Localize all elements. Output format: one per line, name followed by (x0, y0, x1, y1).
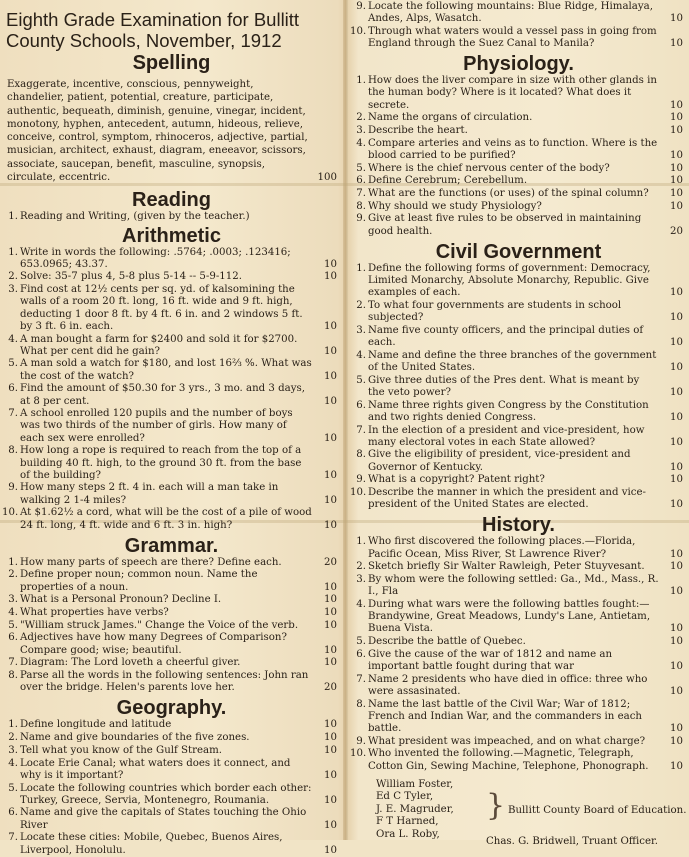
question-item (0, 807, 343, 831)
question-text: How long a rope is required to reach from the top of a building 40 ft. high, to the ground 30 ft. from the base of the building? (20, 445, 313, 482)
question-text: Locate the following countries which border each other: Turkey, Greece, Servia, Montenegro, Roumania. (20, 783, 313, 807)
question-item (348, 138, 689, 162)
question-text: Why should we study Physiology? (368, 201, 659, 213)
question-marks: 10 (315, 745, 337, 757)
spelling-word-list (0, 78, 343, 184)
question-item (348, 75, 689, 112)
question-marks: 10 (661, 312, 683, 324)
question-marks: 10 (315, 770, 337, 782)
question-text: Tell what you know of the Gulf Stream. (20, 745, 313, 757)
civil-government-questions (348, 263, 689, 512)
question-text: Name 2 presidents who have died in office: three who were assasinated. (368, 674, 659, 698)
question-number: 7. (2, 832, 18, 844)
question-item (0, 632, 343, 656)
question-marks: 10 (661, 586, 683, 598)
question-item (0, 211, 343, 223)
signature-block (348, 779, 689, 849)
reading-heading: Reading (0, 189, 343, 211)
question-text: Name five county officers, and the principal duties of each. (368, 325, 659, 349)
question-number: 3. (2, 284, 18, 296)
question-number: 1. (2, 211, 18, 223)
question-marks: 10 (661, 761, 683, 773)
question-item (348, 163, 689, 175)
brace: } (486, 781, 505, 831)
question-text: Define longitude and latitude (20, 719, 313, 731)
question-number: 6. (350, 175, 366, 187)
question-text: Locate the following mountains: Blue Ridge, Himalaya, Andes, Alps, Wasatch. (368, 1, 659, 25)
question-number: 2. (2, 271, 18, 283)
geography-questions-continued (348, 0, 689, 50)
question-text: "William struck James." Change the Voice of the verb. (20, 620, 313, 632)
question-text: Give the eligibility of president, vice-president and Governor of Kentucky. (368, 449, 659, 473)
question-item (0, 607, 343, 619)
question-item (0, 569, 343, 593)
question-item (0, 247, 343, 271)
question-marks: 10 (315, 470, 337, 482)
exam-title: Eighth Grade Examination for Bullitt County Schools, November, 1912 (0, 9, 343, 51)
question-marks: 10 (661, 412, 683, 424)
question-marks: 10 (315, 719, 337, 731)
question-number: 5. (2, 783, 18, 795)
spelling-marks: 100 (315, 171, 337, 184)
question-item (348, 375, 689, 399)
question-item (348, 26, 689, 50)
question-marks: 10 (661, 150, 683, 162)
question-marks: 10 (661, 13, 683, 25)
question-marks: 10 (315, 607, 337, 619)
question-number: 4. (350, 350, 366, 362)
question-marks: 10 (315, 795, 337, 807)
question-text: Give the cause of the war of 1812 and name an important battle fought during that war (368, 649, 659, 673)
question-marks: 10 (315, 259, 337, 271)
question-number: 6. (2, 632, 18, 644)
question-text: Define proper noun; common noun. Name the properties of a noun. (20, 569, 313, 593)
question-text: To what four governments are students in school subjected? (368, 300, 659, 324)
question-text: How many parts of speech are there? Define each. (20, 557, 313, 569)
question-item (348, 599, 689, 636)
question-item (348, 201, 689, 213)
board-member: Ed C Tyler, (376, 791, 486, 804)
question-number: 5. (350, 636, 366, 648)
question-marks: 20 (661, 226, 683, 238)
question-number: 10. (350, 487, 366, 499)
question-marks: 10 (661, 549, 683, 561)
question-number: 8. (350, 699, 366, 711)
question-number: 7. (2, 657, 18, 669)
question-item (348, 561, 689, 573)
question-number: 9. (350, 474, 366, 486)
question-number: 5. (2, 620, 18, 632)
question-item (0, 758, 343, 782)
question-marks: 10 (661, 125, 683, 137)
question-item (0, 271, 343, 283)
grammar-heading: Grammar. (0, 535, 343, 557)
board-name: Bullitt County Board of Education. (508, 805, 686, 818)
question-item (348, 400, 689, 424)
question-text: What president was impeached, and on what charge? (368, 736, 659, 748)
question-text: Name and give boundaries of the five zones. (20, 732, 313, 744)
question-text: What are the functions (or uses) of the spinal column? (368, 188, 659, 200)
question-marks: 10 (661, 100, 683, 112)
geography-heading: Geography. (0, 697, 343, 719)
question-marks: 10 (315, 657, 337, 669)
question-marks: 10 (661, 723, 683, 735)
question-marks: 10 (315, 582, 337, 594)
question-marks: 10 (661, 163, 683, 175)
question-item (0, 445, 343, 482)
question-item (0, 657, 343, 669)
question-item (348, 674, 689, 698)
question-number: 10. (2, 507, 18, 519)
question-item (0, 783, 343, 807)
question-number: 4. (350, 599, 366, 611)
board-member: William Foster, (376, 779, 486, 792)
question-text: Reading and Writing, (given by the teacher.) (20, 211, 313, 223)
question-text: Give at least five rules to be observed in maintaining good health. (368, 213, 659, 237)
question-text: During what wars were the following battles fought:—Brandywine, Great Meadows, Lundy's Lane, Antietam, Buena Vista. (368, 599, 659, 636)
question-number: 9. (2, 482, 18, 494)
question-number: 6. (2, 807, 18, 819)
question-number: 8. (350, 449, 366, 461)
question-marks: 10 (661, 337, 683, 349)
question-item (0, 557, 343, 569)
question-marks: 10 (315, 820, 337, 832)
question-item (0, 383, 343, 407)
left-column (0, 0, 343, 840)
question-text: How many steps 2 ft. 4 in. each will a man take in walking 2 1-4 miles? (20, 482, 313, 506)
question-number: 7. (350, 425, 366, 437)
question-number: 6. (2, 383, 18, 395)
question-item (0, 732, 343, 744)
civil-government-heading: Civil Government (348, 241, 689, 263)
question-marks: 10 (315, 271, 337, 283)
question-text: Name and give the capitals of States touching the Ohio River (20, 807, 313, 831)
arithmetic-heading: Arithmetic (0, 225, 343, 247)
question-number: 7. (350, 188, 366, 200)
question-marks: 10 (661, 736, 683, 748)
question-number: 4. (2, 607, 18, 619)
question-marks: 10 (661, 462, 683, 474)
question-text: A school enrolled 120 pupils and the number of boys was two thirds of the number of girls. How many of each sex were enrolled? (20, 408, 313, 445)
question-item (348, 487, 689, 511)
question-number: 3. (2, 745, 18, 757)
question-marks: 10 (661, 623, 683, 635)
question-item (348, 636, 689, 648)
question-item (348, 574, 689, 598)
board-member: F T Harned, (376, 816, 486, 829)
question-text: Who invented the following.—Magnetic, Telegraph, Cotton Gin, Sewing Machine, Telephone, Phonograph. (368, 748, 659, 772)
question-number: 5. (2, 358, 18, 370)
question-number: 3. (350, 325, 366, 337)
grammar-questions (0, 557, 343, 695)
question-number: 9. (350, 1, 366, 13)
question-item (0, 358, 343, 382)
question-item (0, 832, 343, 856)
question-item (348, 175, 689, 187)
question-number: 10. (350, 748, 366, 760)
question-text: Where is the chief nervous center of the body? (368, 163, 659, 175)
question-number: 4. (2, 334, 18, 346)
question-item (348, 1, 689, 25)
question-text: Define Cerebrum; Cerebellum. (368, 175, 659, 187)
question-text: Name three rights given Congress by the Constitution and two rights denied Congress. (368, 400, 659, 424)
question-item (348, 474, 689, 486)
question-number: 5. (350, 375, 366, 387)
reading-questions (0, 211, 343, 223)
question-number: 3. (2, 594, 18, 606)
question-number: 2. (2, 569, 18, 581)
right-column (348, 0, 689, 840)
question-number: 8. (350, 201, 366, 213)
question-text: Parse all the words in the following sentences: John ran over the bridge. Helen's parents love her. (20, 670, 313, 694)
question-item (0, 745, 343, 757)
question-item (348, 736, 689, 748)
question-marks: 10 (315, 845, 337, 857)
question-item (348, 263, 689, 300)
question-item (348, 748, 689, 772)
question-marks: 10 (315, 645, 337, 657)
question-item (348, 112, 689, 124)
question-item (348, 325, 689, 349)
question-marks: 10 (315, 371, 337, 383)
question-number: 1. (2, 719, 18, 731)
question-number: 3. (350, 574, 366, 586)
question-item (348, 649, 689, 673)
question-number: 1. (350, 536, 366, 548)
question-text: Give three duties of the Pres dent. What is meant by the veto power? (368, 375, 659, 399)
question-text: Locate Erie Canal; what waters does it connect, and why is it important? (20, 758, 313, 782)
question-item (0, 482, 343, 506)
question-marks: 10 (315, 594, 337, 606)
question-number: 8. (2, 445, 18, 457)
question-number: 2. (350, 112, 366, 124)
question-marks: 10 (315, 321, 337, 333)
question-text: Describe the manner in which the president and vice-president of the United States are elected. (368, 487, 659, 511)
arithmetic-questions (0, 247, 343, 532)
question-item (0, 284, 343, 333)
question-text: Describe the battle of Quebec. (368, 636, 659, 648)
question-text: Diagram: The Lord loveth a cheerful giver. (20, 657, 313, 669)
question-marks: 10 (661, 362, 683, 374)
question-text: By whom were the following settled: Ga., Md., Mass., R. I., Fla (368, 574, 659, 598)
question-text: Solve: 35-7 plus 4, 5-8 plus 5-14 -- 5-9-112. (20, 271, 313, 283)
question-text: Locate these cities: Mobile, Quebec, Buenos Aires, Liverpool, Honolulu. (20, 832, 313, 856)
question-number: 2. (2, 732, 18, 744)
question-marks: 10 (661, 175, 683, 187)
question-text: What properties have verbs? (20, 607, 313, 619)
question-number: 8. (2, 670, 18, 682)
question-number: 9. (350, 213, 366, 225)
question-number: 7. (2, 408, 18, 420)
question-item (348, 125, 689, 137)
question-item (0, 719, 343, 731)
question-item (0, 408, 343, 445)
question-text: Find cost at 12½ cents per sq. yd. of kalsomining the walls of a room 20 ft. long, 16 ft. wide and 9 ft. high, deducting 1 door 8 ft. by 4 ft. 6 in. and 2 windows 5 ft. by 3 ft. 6 in. each. (20, 284, 313, 333)
question-marks: 10 (661, 287, 683, 299)
question-text: What is a copyright? Patent right? (368, 474, 659, 486)
question-marks: 10 (661, 661, 683, 673)
question-marks: 10 (661, 387, 683, 399)
question-text: Name the last battle of the Civil War; War of 1812; French and Indian War, and the commanders in each battle. (368, 699, 659, 736)
question-number: 10. (350, 26, 366, 38)
question-marks: 10 (315, 346, 337, 358)
history-questions (348, 536, 689, 772)
question-marks: 10 (661, 38, 683, 50)
question-item (0, 507, 343, 531)
question-item (348, 188, 689, 200)
question-marks: 20 (315, 682, 337, 694)
question-number: 1. (2, 557, 18, 569)
question-marks: 10 (661, 188, 683, 200)
geography-questions (0, 719, 343, 856)
spelling-words: Exaggerate, incentive, conscious, pennyweight, chandelier, patient, potential, creature, participate, authentic, bequeath, diminish, genuine, vinegar, incident, monotony, hyphen, antecedent, autumn, hideous, relieve, conceive, control, symptom, rhinoceros, adjective, partial, musician, architect, exhaust, diagram, eneeavor, scissors, associate, saucepan, benefit, masculine, synopsis, circulate, eccentric. (7, 78, 311, 184)
question-marks: 10 (661, 561, 683, 573)
question-marks: 10 (315, 396, 337, 408)
question-marks: 20 (315, 557, 337, 569)
question-number: 4. (2, 758, 18, 770)
question-text: Define the following forms of government: Democracy, Limited Monarchy, Absolute Monarchy, Republic. Give examples of each. (368, 263, 659, 300)
question-marks: 10 (315, 433, 337, 445)
question-text: Adjectives have how many Degrees of Comparison? Compare good; wise; beautiful. (20, 632, 313, 656)
question-number: 6. (350, 400, 366, 412)
question-item (0, 594, 343, 606)
question-marks: 10 (315, 620, 337, 632)
question-text: A man sold a watch for $180, and lost 16⅔ %. What was the cost of the watch? (20, 358, 313, 382)
question-text: In the election of a president and vice-president, how many electoral votes in each State allowed? (368, 425, 659, 449)
question-text: Describe the heart. (368, 125, 659, 137)
question-number: 6. (350, 649, 366, 661)
question-number: 3. (350, 125, 366, 137)
question-item (0, 334, 343, 358)
question-text: Find the amount of $50.30 for 3 yrs., 3 mo. and 3 days, at 8 per cent. (20, 383, 313, 407)
question-marks: 10 (315, 495, 337, 507)
question-item (348, 300, 689, 324)
truant-officer: Chas. G. Bridwell, Truant Officer. (486, 836, 658, 849)
history-heading: History. (348, 514, 689, 536)
question-number: 9. (350, 736, 366, 748)
question-text: Compare arteries and veins as to function. Where is the blood carried to be purified? (368, 138, 659, 162)
question-text: How does the liver compare in size with other glands in the human body? Where is it located? What does it secrete. (368, 75, 659, 112)
question-marks: 10 (661, 499, 683, 511)
question-marks: 10 (661, 636, 683, 648)
question-number: 1. (2, 247, 18, 259)
question-item (348, 425, 689, 449)
question-item (348, 699, 689, 736)
question-item (348, 350, 689, 374)
question-marks: 10 (661, 474, 683, 486)
question-number: 5. (350, 163, 366, 175)
question-number: 1. (350, 263, 366, 275)
physiology-questions (348, 75, 689, 238)
question-item (0, 670, 343, 694)
question-marks: 10 (661, 201, 683, 213)
question-number: 4. (350, 138, 366, 150)
question-number: 2. (350, 561, 366, 573)
question-number: 2. (350, 300, 366, 312)
question-item (0, 620, 343, 632)
question-text: Write in words the following: .5764; .0003; .123416; 653.0965; 43.37. (20, 247, 313, 271)
question-marks: 10 (661, 686, 683, 698)
question-marks: 10 (315, 732, 337, 744)
board-member: J. E. Magruder, (376, 804, 486, 817)
question-item (348, 449, 689, 473)
question-item (348, 536, 689, 560)
question-text: What is a Personal Pronoun? Decline I. (20, 594, 313, 606)
question-text: Name the organs of circulation. (368, 112, 659, 124)
board-members (376, 779, 486, 842)
question-text: Name and define the three branches of the government of the United States. (368, 350, 659, 374)
question-number: 7. (350, 674, 366, 686)
question-text: A man bought a farm for $2400 and sold it for $2700. What per cent did he gain? (20, 334, 313, 358)
question-text: Who first discovered the following places.—Florida, Pacific Ocean, Miss River, St Lawrence River? (368, 536, 659, 560)
question-marks: 10 (661, 437, 683, 449)
question-text: Through what waters would a vessel pass in going from England through the Suez Canal to Manila? (368, 26, 659, 50)
physiology-heading: Physiology. (348, 53, 689, 75)
spelling-heading: Spelling (0, 52, 343, 74)
question-text: Sketch briefly Sir Walter Rawleigh, Peter Stuyvesant. (368, 561, 659, 573)
question-number: 1. (350, 75, 366, 87)
question-marks: 10 (661, 112, 683, 124)
question-marks: 10 (315, 520, 337, 532)
question-item (348, 213, 689, 237)
board-member: Ora L. Roby, (376, 829, 486, 842)
question-text: At $1.62½ a cord, what will be the cost of a pile of wood 24 ft. long, 4 ft. wide and 6 ft. 3 in. high? (20, 507, 313, 531)
